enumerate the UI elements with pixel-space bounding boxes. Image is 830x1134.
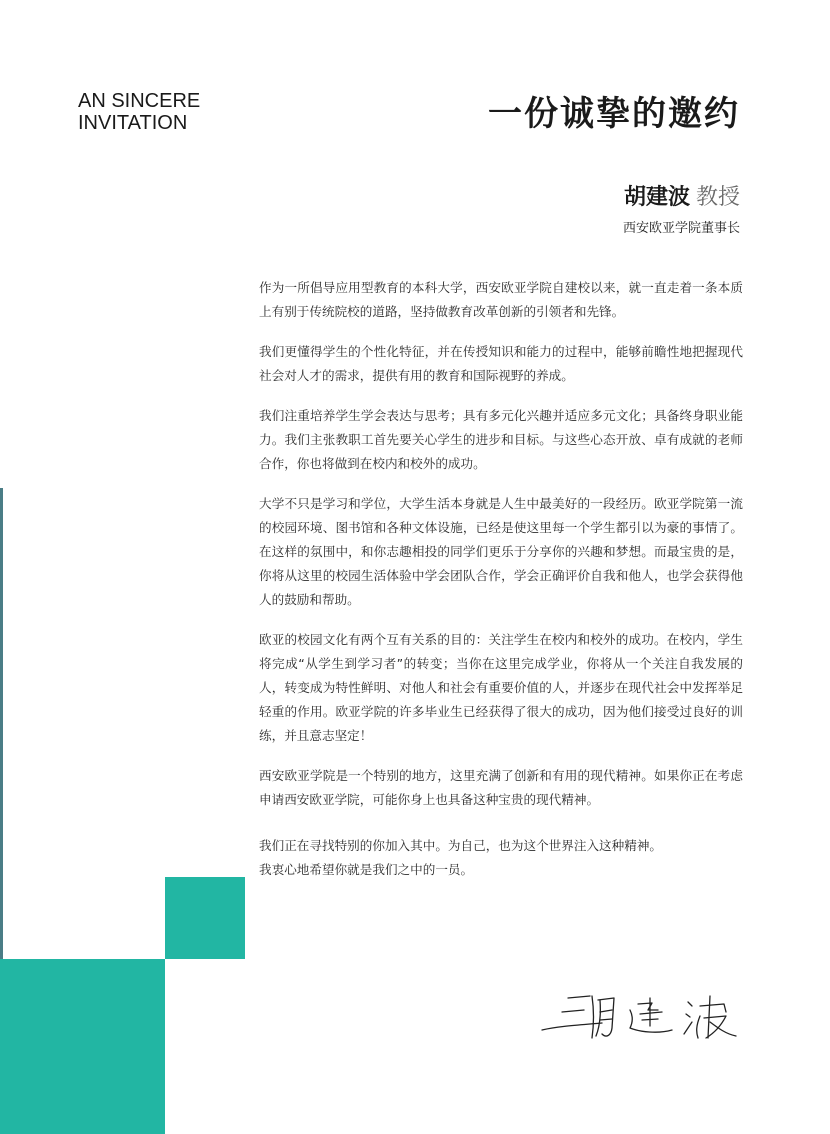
closing-line-1: 我们正在寻找特别的你加入其中。为自己，也为这个世界注入这种精神。	[259, 838, 662, 853]
teal-square-upper	[165, 877, 245, 959]
paragraph: 大学不只是学习和学位，大学生活本身就是人生中最美好的一段经历。欧亚学院第一流的校园环境、图书馆和各种文体设施，已经是使这里每一个学生都引以为豪的事情了。在这样的氛围中，和你志趣相投的同学们更乐于分享你的兴趣和梦想。而最宝贵的是，你将从这里的校园生活体验中学会团队合作，学会正确评价自我和他人，也学会获得他人的鼓励和帮助。	[259, 496, 743, 607]
paragraph: 我们更懂得学生的个性化特征，并在传授知识和能力的过程中，能够前瞻性地把握现代社会对人才的需求，提供有用的教育和国际视野的养成。	[259, 344, 743, 383]
english-title	[78, 90, 278, 134]
author-name: 胡建波	[623, 185, 690, 210]
chinese-title: 一份诚挚的邀约	[488, 94, 740, 134]
letter-body	[259, 276, 743, 898]
author-block	[623, 184, 740, 236]
teal-square-lower	[0, 959, 165, 1134]
english-title-line-1: AN SINCERE	[78, 90, 201, 112]
author-organization: 西安欧亚学院董事长	[622, 221, 740, 236]
paragraph: 我们注重培养学生学会表达与思考；具有多元化兴趣并适应多元文化；具备终身职业能力。我们主张教职工首先要关心学生的进步和目标。与这些心态开放、卓有成就的老师合作，你也将做到在校内和校外的成功。	[259, 408, 743, 471]
paragraph: 西安欧亚学院是一个特别的地方，这里充满了创新和有用的现代精神。如果你正在考虑申请西安欧亚学院，可能你身上也具备这种宝贵的现代精神。	[259, 768, 743, 807]
handwritten-signature	[540, 990, 750, 1050]
author-title: 教授	[695, 185, 740, 210]
closing-paragraph	[259, 834, 743, 882]
paragraph: 作为一所倡导应用型教育的本科大学，西安欧亚学院自建校以来，就一直走着一条本质上有别于传统院校的道路，坚持做教育改革创新的引领者和先锋。	[259, 280, 743, 319]
closing-line-2: 我衷心地希望你就是我们之中的一员。	[259, 862, 474, 877]
paragraph: 欧亚的校园文化有两个互有关系的目的：关注学生在校内和校外的成功。在校内，学生将完成“从学生到学习者”的转变；当你在这里完成学业，你将从一个关注自我发展的人，转变成为特性鲜明、对他人和社会有重要价值的人，并逐步在现代社会中发挥举足轻重的作用。欧亚学院的许多毕业生已经获得了很大的成功，因为他们接受过良好的训练，并且意志坚定！	[259, 632, 743, 743]
english-title-line-2: INVITATION	[78, 112, 188, 134]
author-line	[623, 184, 740, 212]
edge-decoration	[0, 488, 3, 959]
